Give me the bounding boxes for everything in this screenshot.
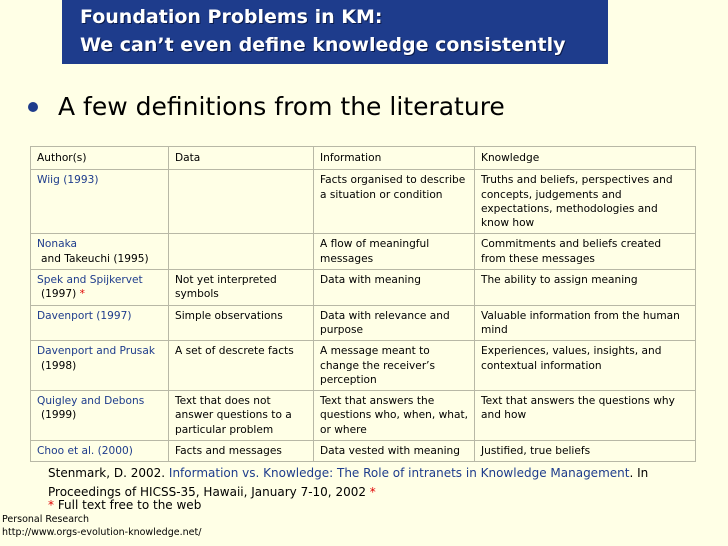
free-text-note [48, 498, 201, 512]
cell-data: Not yet interpreted symbols [169, 270, 314, 306]
cell-data [169, 234, 314, 270]
cell-knowledge: Valuable information from the human mind [475, 305, 696, 341]
cell-information: Text that answers the questions who, when, what, or where [314, 391, 475, 441]
author-name: Davenport and Prusak [37, 345, 155, 358]
author-name: Spek and Spijkervet [37, 274, 143, 287]
title-bar [62, 0, 608, 64]
reference-suffix: . In Proceedings of HICSS-35, Hawaii, January 7-10, 2002 [48, 466, 649, 499]
title-line-2: We can’t even define knowledge consistently [80, 34, 566, 56]
bullet-icon [28, 102, 38, 112]
reference-link[interactable]: Information vs. Knowledge: The Role of intranets in Knowledge Management [168, 466, 630, 480]
cell-author [31, 341, 169, 391]
title-line-1: Foundation Problems in KM: [80, 6, 383, 28]
bullet-point [24, 92, 505, 121]
cell-data: A set of descrete facts [169, 341, 314, 391]
table-row [31, 391, 696, 441]
author-name: Quigley and Debons [37, 395, 145, 408]
header-data: Data [169, 147, 314, 170]
cell-information: A message meant to change the receiver’s perception [314, 341, 475, 391]
author-year: (1999) [41, 409, 77, 422]
definitions-table [30, 146, 696, 462]
note-text: Full text free to the web [54, 498, 202, 512]
footer-label: Personal Research [2, 514, 89, 525]
cell-information: Data with meaning [314, 270, 475, 306]
cell-author [31, 270, 169, 306]
header-authors: Author(s) [31, 147, 169, 170]
header-information: Information [314, 147, 475, 170]
table-row [31, 305, 696, 341]
author-year: (1998) [41, 359, 77, 372]
cell-knowledge: Experiences, values, insights, and contextual information [475, 341, 696, 391]
header-knowledge: Knowledge [475, 147, 696, 170]
cell-knowledge: Commitments and beliefs created from these messages [475, 234, 696, 270]
cell-knowledge: Truths and beliefs, perspectives and concepts, judgements and expectations, methodologies and know how [475, 170, 696, 234]
author-name: Davenport (1997) [37, 309, 132, 322]
table-row [31, 234, 696, 270]
cell-data: Simple observations [169, 305, 314, 341]
table-header-row [31, 147, 696, 170]
cell-author [31, 170, 169, 234]
cell-information: Facts organised to describe a situation or condition [314, 170, 475, 234]
cell-data: Text that does not answer questions to a particular problem [169, 391, 314, 441]
author-year: (1997) [41, 288, 77, 301]
cell-author [31, 391, 169, 441]
cell-information: A flow of meaningful messages [314, 234, 475, 270]
author-year: and Takeuchi (1995) [41, 252, 149, 265]
author-name: Nonaka [37, 238, 78, 251]
cell-author [31, 305, 169, 341]
cell-information: Data with relevance and purpose [314, 305, 475, 341]
free-text-star: * [79, 288, 85, 301]
bullet-text: A few definitions from the literature [58, 92, 505, 121]
cell-knowledge: Justified, true beliefs [475, 441, 696, 462]
table-row [31, 341, 696, 391]
reference-star: * [369, 485, 376, 499]
cell-data: Facts and messages [169, 441, 314, 462]
table-row [31, 441, 696, 462]
reference-prefix: Stenmark, D. 2002. [48, 466, 169, 480]
reference-citation [48, 464, 708, 502]
table-row [31, 270, 696, 306]
cell-author [31, 234, 169, 270]
cell-data [169, 170, 314, 234]
author-name: Choo et al. (2000) [37, 445, 133, 458]
cell-author [31, 441, 169, 462]
footer [2, 513, 201, 539]
cell-knowledge: Text that answers the questions why and how [475, 391, 696, 441]
note-star: * [48, 498, 54, 512]
author-name: Wiig (1993) [37, 174, 99, 187]
cell-information: Data vested with meaning [314, 441, 475, 462]
cell-knowledge: The ability to assign meaning [475, 270, 696, 306]
table-row [31, 170, 696, 234]
footer-url: http://www.orgs-evolution-knowledge.net/ [2, 527, 202, 538]
